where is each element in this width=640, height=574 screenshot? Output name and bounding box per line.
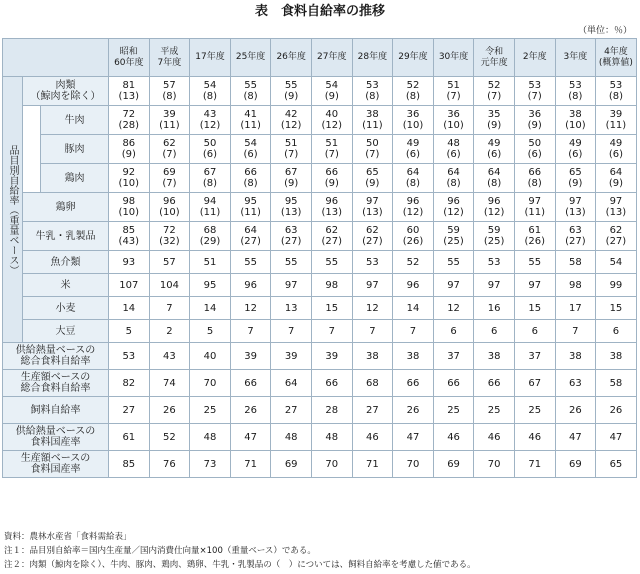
value-cell: 62 (27) (311, 222, 352, 251)
value-cell: 14 (109, 297, 150, 320)
value-cell: 97 (13) (596, 193, 637, 222)
value-cell: 49 (6) (596, 135, 637, 164)
table-row (3, 370, 637, 397)
table-row (3, 424, 637, 451)
value-cell: 57 (149, 251, 190, 274)
value-cell: 6 (474, 320, 515, 343)
column-header: 令和 元年度 (474, 39, 515, 77)
value-cell: 39 (230, 343, 271, 370)
value-cell: 7 (352, 320, 393, 343)
value-cell: 104 (149, 274, 190, 297)
value-cell: 66 (393, 370, 434, 397)
value-cell: 96 (12) (474, 193, 515, 222)
value-cell: 66 (8) (514, 164, 555, 193)
row-label: 生産額ベースの 総合食料自給率 (3, 370, 109, 397)
value-cell: 25 (514, 397, 555, 424)
value-cell: 96 (12) (433, 193, 474, 222)
value-cell: 13 (271, 297, 312, 320)
indent-cell (23, 106, 41, 193)
value-cell: 2 (149, 320, 190, 343)
table-row (3, 106, 637, 135)
value-cell: 39 (271, 343, 312, 370)
value-cell: 26 (149, 397, 190, 424)
value-cell: 27 (109, 397, 150, 424)
value-cell: 107 (109, 274, 150, 297)
row-label: 鶏卵 (23, 193, 109, 222)
value-cell: 37 (514, 343, 555, 370)
group-label: 品目別自給率（重量ベース） (3, 77, 23, 343)
value-cell: 52 (7) (474, 77, 515, 106)
value-cell: 7 (555, 320, 596, 343)
value-cell: 59 (25) (433, 222, 474, 251)
value-cell: 85 (43) (109, 222, 150, 251)
table-row (3, 222, 637, 251)
value-cell: 42 (12) (271, 106, 312, 135)
value-cell: 48 (6) (433, 135, 474, 164)
value-cell: 67 (9) (271, 164, 312, 193)
table-row (3, 320, 637, 343)
value-cell: 55 (271, 251, 312, 274)
value-cell: 15 (514, 297, 555, 320)
value-cell: 50 (6) (190, 135, 231, 164)
value-cell: 66 (311, 370, 352, 397)
value-cell: 28 (311, 397, 352, 424)
row-label: 豚肉 (41, 135, 109, 164)
value-cell: 66 (474, 370, 515, 397)
value-cell: 69 (433, 451, 474, 478)
value-cell: 95 (11) (230, 193, 271, 222)
header-corner (3, 39, 109, 77)
value-cell: 69 (555, 451, 596, 478)
value-cell: 7 (149, 297, 190, 320)
value-cell: 49 (6) (474, 135, 515, 164)
value-cell: 65 (9) (352, 164, 393, 193)
row-label: 生産額ベースの 食料国産率 (3, 451, 109, 478)
value-cell: 12 (433, 297, 474, 320)
value-cell: 36 (9) (514, 106, 555, 135)
value-cell: 27 (271, 397, 312, 424)
value-cell: 46 (433, 424, 474, 451)
value-cell: 35 (9) (474, 106, 515, 135)
value-cell: 53 (352, 251, 393, 274)
value-cell: 72 (32) (149, 222, 190, 251)
row-label: 鶏肉 (41, 164, 109, 193)
value-cell: 36 (10) (393, 106, 434, 135)
footnote-1: 注１：品目別自給率＝国内生産量／国内消費仕向量×100（重量ベース）である。 (4, 546, 316, 556)
value-cell: 38 (393, 343, 434, 370)
value-cell: 65 (9) (555, 164, 596, 193)
footnote-source: 資料：農林水産省「食料需給表」 (4, 532, 132, 542)
value-cell: 36 (10) (433, 106, 474, 135)
value-cell: 6 (433, 320, 474, 343)
value-cell: 55 (8) (230, 77, 271, 106)
value-cell: 26 (393, 397, 434, 424)
value-cell: 94 (11) (190, 193, 231, 222)
column-header: 17年度 (190, 39, 231, 77)
value-cell: 26 (555, 397, 596, 424)
value-cell: 7 (271, 320, 312, 343)
value-cell: 64 (271, 370, 312, 397)
value-cell: 92 (10) (109, 164, 150, 193)
value-cell: 15 (596, 297, 637, 320)
value-cell: 69 (7) (149, 164, 190, 193)
value-cell: 53 (8) (596, 77, 637, 106)
value-cell: 40 (190, 343, 231, 370)
value-cell: 55 (311, 251, 352, 274)
value-cell: 96 (13) (311, 193, 352, 222)
value-cell: 96 (393, 274, 434, 297)
value-cell: 47 (555, 424, 596, 451)
value-cell: 53 (474, 251, 515, 274)
value-cell: 62 (27) (596, 222, 637, 251)
value-cell: 54 (9) (311, 77, 352, 106)
value-cell: 68 (352, 370, 393, 397)
column-header: 27年度 (311, 39, 352, 77)
value-cell: 7 (311, 320, 352, 343)
value-cell: 53 (7) (514, 77, 555, 106)
value-cell: 26 (596, 397, 637, 424)
value-cell: 7 (393, 320, 434, 343)
value-cell: 48 (190, 424, 231, 451)
value-cell: 16 (474, 297, 515, 320)
value-cell: 66 (230, 370, 271, 397)
value-cell: 14 (190, 297, 231, 320)
value-cell: 96 (230, 274, 271, 297)
value-cell: 95 (13) (271, 193, 312, 222)
value-cell: 38 (555, 343, 596, 370)
value-cell: 98 (10) (109, 193, 150, 222)
value-cell: 38 (352, 343, 393, 370)
value-cell: 97 (514, 274, 555, 297)
value-cell: 47 (230, 424, 271, 451)
value-cell: 38 (10) (555, 106, 596, 135)
value-cell: 43 (149, 343, 190, 370)
value-cell: 25 (474, 397, 515, 424)
value-cell: 5 (190, 320, 231, 343)
column-header: 3年度 (555, 39, 596, 77)
value-cell: 5 (109, 320, 150, 343)
value-cell: 98 (311, 274, 352, 297)
value-cell: 97 (13) (352, 193, 393, 222)
value-cell: 97 (11) (514, 193, 555, 222)
row-label: 供給熱量ベースの 食料国産率 (3, 424, 109, 451)
value-cell: 69 (271, 451, 312, 478)
value-cell: 97 (474, 274, 515, 297)
value-cell: 51 (7) (311, 135, 352, 164)
column-header: 30年度 (433, 39, 474, 77)
value-cell: 62 (27) (352, 222, 393, 251)
value-cell: 67 (514, 370, 555, 397)
table-row (3, 343, 637, 370)
value-cell: 64 (8) (433, 164, 474, 193)
value-cell: 54 (6) (230, 135, 271, 164)
value-cell: 46 (474, 424, 515, 451)
header-row (3, 39, 637, 77)
value-cell: 54 (8) (190, 77, 231, 106)
value-cell: 96 (10) (149, 193, 190, 222)
column-header: 28年度 (352, 39, 393, 77)
value-cell: 73 (190, 451, 231, 478)
value-cell: 99 (596, 274, 637, 297)
value-cell: 70 (190, 370, 231, 397)
column-header: 平成 7年度 (149, 39, 190, 77)
column-header: 昭和 60年度 (109, 39, 150, 77)
value-cell: 82 (109, 370, 150, 397)
value-cell: 97 (13) (555, 193, 596, 222)
value-cell: 81 (13) (109, 77, 150, 106)
column-header: 26年度 (271, 39, 312, 77)
value-cell: 66 (8) (230, 164, 271, 193)
value-cell: 41 (11) (230, 106, 271, 135)
table-row (3, 164, 637, 193)
value-cell: 48 (271, 424, 312, 451)
value-cell: 57 (8) (149, 77, 190, 106)
value-cell: 50 (6) (514, 135, 555, 164)
value-cell: 52 (8) (393, 77, 434, 106)
value-cell: 68 (29) (190, 222, 231, 251)
value-cell: 49 (6) (555, 135, 596, 164)
value-cell: 66 (433, 370, 474, 397)
value-cell: 12 (230, 297, 271, 320)
value-cell: 72 (28) (109, 106, 150, 135)
value-cell: 95 (190, 274, 231, 297)
value-cell: 85 (109, 451, 150, 478)
value-cell: 64 (8) (474, 164, 515, 193)
value-cell: 63 (555, 370, 596, 397)
value-cell: 14 (393, 297, 434, 320)
row-label: 牛乳・乳製品 (23, 222, 109, 251)
value-cell: 60 (26) (393, 222, 434, 251)
value-cell: 27 (352, 397, 393, 424)
value-cell: 58 (555, 251, 596, 274)
value-cell: 25 (190, 397, 231, 424)
value-cell: 53 (109, 343, 150, 370)
value-cell: 96 (12) (393, 193, 434, 222)
value-cell: 12 (352, 297, 393, 320)
value-cell: 62 (7) (149, 135, 190, 164)
value-cell: 93 (109, 251, 150, 274)
table-title: 表 食料自給率の推移 (254, 4, 385, 19)
row-label: 牛肉 (41, 106, 109, 135)
value-cell: 7 (230, 320, 271, 343)
value-cell: 53 (8) (352, 77, 393, 106)
value-cell: 25 (433, 397, 474, 424)
value-cell: 97 (271, 274, 312, 297)
table-row (3, 297, 637, 320)
row-label: 飼料自給率 (3, 397, 109, 424)
value-cell: 98 (555, 274, 596, 297)
column-header: 4年度 (概算値) (596, 39, 637, 77)
column-header: 25年度 (230, 39, 271, 77)
value-cell: 39 (11) (596, 106, 637, 135)
row-label: 小麦 (23, 297, 109, 320)
value-cell: 43 (12) (190, 106, 231, 135)
value-cell: 64 (27) (230, 222, 271, 251)
value-cell: 39 (11) (149, 106, 190, 135)
table-row (3, 451, 637, 478)
value-cell: 38 (11) (352, 106, 393, 135)
value-cell: 64 (8) (393, 164, 434, 193)
column-header: 2年度 (514, 39, 555, 77)
value-cell: 70 (311, 451, 352, 478)
value-cell: 48 (311, 424, 352, 451)
value-cell: 97 (352, 274, 393, 297)
value-cell: 51 (190, 251, 231, 274)
value-cell: 61 (26) (514, 222, 555, 251)
table-row (3, 397, 637, 424)
value-cell: 71 (352, 451, 393, 478)
value-cell: 49 (6) (393, 135, 434, 164)
food-self-sufficiency-table (2, 38, 637, 478)
value-cell: 58 (596, 370, 637, 397)
value-cell: 47 (596, 424, 637, 451)
value-cell: 67 (8) (190, 164, 231, 193)
value-cell: 55 (9) (271, 77, 312, 106)
value-cell: 63 (27) (555, 222, 596, 251)
value-cell: 97 (433, 274, 474, 297)
value-cell: 17 (555, 297, 596, 320)
value-cell: 71 (514, 451, 555, 478)
value-cell: 38 (474, 343, 515, 370)
row-label: 供給熱量ベースの 総合食料自給率 (3, 343, 109, 370)
value-cell: 76 (149, 451, 190, 478)
table-row (3, 135, 637, 164)
value-cell: 70 (474, 451, 515, 478)
value-cell: 61 (109, 424, 150, 451)
value-cell: 51 (7) (433, 77, 474, 106)
value-cell: 59 (25) (474, 222, 515, 251)
table-row (3, 251, 637, 274)
value-cell: 52 (149, 424, 190, 451)
value-cell: 55 (514, 251, 555, 274)
table-row (3, 77, 637, 106)
value-cell: 71 (230, 451, 271, 478)
unit-label: （単位：％） (577, 26, 632, 36)
value-cell: 6 (596, 320, 637, 343)
table-row (3, 274, 637, 297)
value-cell: 38 (596, 343, 637, 370)
value-cell: 50 (7) (352, 135, 393, 164)
value-cell: 54 (596, 251, 637, 274)
value-cell: 52 (393, 251, 434, 274)
value-cell: 66 (9) (311, 164, 352, 193)
value-cell: 26 (230, 397, 271, 424)
table-row (3, 193, 637, 222)
value-cell: 46 (514, 424, 555, 451)
value-cell: 74 (149, 370, 190, 397)
value-cell: 6 (514, 320, 555, 343)
value-cell: 63 (27) (271, 222, 312, 251)
value-cell: 37 (433, 343, 474, 370)
value-cell: 15 (311, 297, 352, 320)
value-cell: 70 (393, 451, 434, 478)
value-cell: 40 (12) (311, 106, 352, 135)
value-cell: 65 (596, 451, 637, 478)
value-cell: 55 (230, 251, 271, 274)
value-cell: 47 (393, 424, 434, 451)
row-label: 大豆 (23, 320, 109, 343)
value-cell: 39 (311, 343, 352, 370)
value-cell: 46 (352, 424, 393, 451)
footnote-2: 注２：肉類（鯨肉を除く）、牛肉、豚肉、鶏肉、鶏卵、牛乳・乳製品の（ ）については、飼料自給率を考慮した値である。 (4, 560, 476, 570)
value-cell: 55 (433, 251, 474, 274)
value-cell: 51 (7) (271, 135, 312, 164)
row-label: 肉類 （鯨肉を除く） (23, 77, 109, 106)
value-cell: 86 (9) (109, 135, 150, 164)
row-label: 魚介類 (23, 251, 109, 274)
value-cell: 53 (8) (555, 77, 596, 106)
column-header: 29年度 (393, 39, 434, 77)
value-cell: 64 (9) (596, 164, 637, 193)
row-label: 米 (23, 274, 109, 297)
